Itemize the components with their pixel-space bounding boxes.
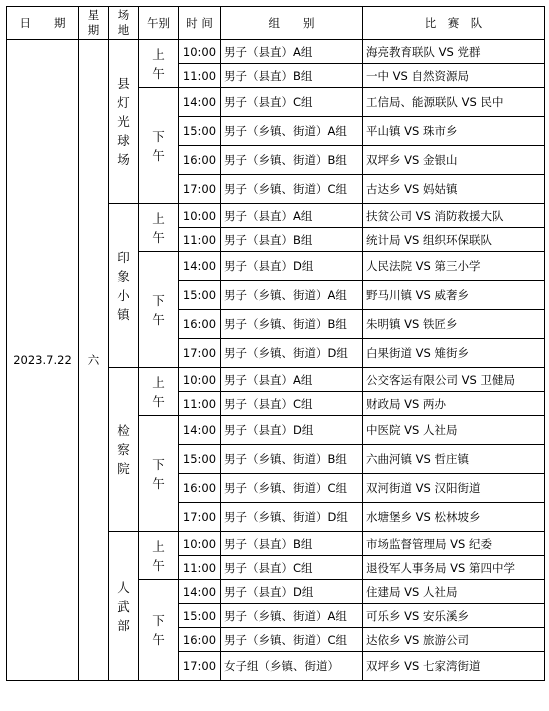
group-cell: 男子（县直）C组	[221, 392, 363, 416]
group-cell: 男子（县直）D组	[221, 252, 363, 281]
period-char: 午	[152, 475, 165, 491]
teams-cell: 双河街道 VS 汉阳街道	[363, 474, 545, 503]
time-cell: 10:00	[179, 368, 221, 392]
period-cell	[139, 532, 179, 580]
period-cell	[139, 40, 179, 88]
period-char: 下	[152, 613, 165, 628]
time-cell: 16:00	[179, 310, 221, 339]
time-cell: 17:00	[179, 652, 221, 681]
teams-cell: 平山镇 VS 珠市乡	[363, 117, 545, 146]
period-char: 午	[152, 65, 165, 81]
teams-cell: 六曲河镇 VS 哲庄镇	[363, 445, 545, 474]
venue-name-char: 察	[117, 442, 130, 457]
time-cell: 17:00	[179, 339, 221, 368]
group-cell: 男子（乡镇、街道）D组	[221, 339, 363, 368]
teams-cell: 朱明镇 VS 铁匠乡	[363, 310, 545, 339]
header-time: 时 间	[179, 7, 221, 40]
teams-cell: 住建局 VS 人社局	[363, 580, 545, 604]
teams-cell: 公交客运有限公司 VS 卫健局	[363, 368, 545, 392]
group-cell: 男子（县直）B组	[221, 64, 363, 88]
time-cell: 11:00	[179, 64, 221, 88]
teams-cell: 人民法院 VS 第三小学	[363, 252, 545, 281]
period-cell	[139, 368, 179, 416]
time-cell: 14:00	[179, 416, 221, 445]
period-char: 午	[152, 147, 165, 163]
header-date: 日 期	[7, 7, 79, 40]
group-cell: 男子（乡镇、街道）A组	[221, 281, 363, 310]
period-char: 午	[152, 557, 165, 573]
period-char: 下	[152, 456, 165, 472]
teams-cell: 水塘堡乡 VS 松林坡乡	[363, 503, 545, 532]
period-char: 午	[152, 393, 165, 409]
group-cell: 男子（县直）B组	[221, 532, 363, 556]
teams-cell: 中医院 VS 人社局	[363, 416, 545, 445]
group-cell: 男子（县直）D组	[221, 580, 363, 604]
period-char: 下	[152, 128, 165, 144]
date-cell: 2023.7.22	[7, 40, 79, 681]
header-period: 午别	[139, 7, 179, 40]
header-row	[7, 7, 545, 40]
venue-name-char: 场	[117, 152, 130, 167]
period-char: 午	[152, 632, 165, 647]
time-cell: 11:00	[179, 556, 221, 580]
time-cell: 16:00	[179, 474, 221, 503]
teams-cell: 工信局、能源联队 VS 民中	[363, 88, 545, 117]
venue-cell	[109, 40, 139, 204]
teams-cell: 双坪乡 VS 七家湾街道	[363, 652, 545, 681]
venue-name-char: 院	[117, 461, 130, 476]
schedule-body	[7, 40, 545, 681]
time-cell: 10:00	[179, 40, 221, 64]
teams-cell: 退役军人事务局 VS 第四中学	[363, 556, 545, 580]
group-cell: 男子（乡镇、街道）B组	[221, 146, 363, 175]
time-cell: 15:00	[179, 117, 221, 146]
teams-cell: 双坪乡 VS 金银山	[363, 146, 545, 175]
teams-cell: 达依乡 VS 旅游公司	[363, 628, 545, 652]
time-cell: 10:00	[179, 532, 221, 556]
time-cell: 11:00	[179, 228, 221, 252]
group-cell: 男子（乡镇、街道）D组	[221, 503, 363, 532]
group-cell: 男子（县直）C组	[221, 88, 363, 117]
teams-cell: 市场监督管理局 VS 纪委	[363, 532, 545, 556]
time-cell: 11:00	[179, 392, 221, 416]
group-cell: 男子（乡镇、街道）C组	[221, 474, 363, 503]
period-char: 上	[152, 210, 165, 226]
period-cell	[139, 416, 179, 532]
time-cell: 15:00	[179, 445, 221, 474]
period-char: 午	[152, 229, 165, 245]
time-cell: 16:00	[179, 628, 221, 652]
teams-cell: 可乐乡 VS 安乐溪乡	[363, 604, 545, 628]
period-char: 下	[152, 292, 165, 308]
period-char: 上	[152, 374, 165, 390]
venue-name-char: 人	[117, 579, 130, 595]
period-char: 上	[152, 538, 165, 554]
venue-cell	[109, 204, 139, 368]
venue-name-char: 印	[117, 249, 130, 265]
teams-cell: 统计局 VS 组织环保联队	[363, 228, 545, 252]
venue-name-char: 象	[117, 268, 130, 284]
teams-cell: 古达乡 VS 妈姑镇	[363, 175, 545, 204]
period-char: 午	[152, 311, 165, 327]
group-cell: 男子（乡镇、街道）A组	[221, 117, 363, 146]
teams-cell: 财政局 VS 两办	[363, 392, 545, 416]
schedule-table	[6, 6, 545, 681]
period-cell	[139, 252, 179, 368]
group-cell: 男子（县直）A组	[221, 204, 363, 228]
time-cell: 14:00	[179, 88, 221, 117]
time-cell: 15:00	[179, 281, 221, 310]
venue-name-char: 小	[117, 287, 130, 303]
group-cell: 女子组（乡镇、街道）	[221, 652, 363, 681]
header-teams: 比 赛 队	[363, 7, 545, 40]
time-cell: 15:00	[179, 604, 221, 628]
time-cell: 14:00	[179, 580, 221, 604]
group-cell: 男子（县直）A组	[221, 368, 363, 392]
venue-name-char: 球	[117, 133, 130, 148]
venue-name-char: 光	[117, 114, 130, 129]
group-cell: 男子（乡镇、街道）C组	[221, 628, 363, 652]
group-cell: 男子（乡镇、街道）C组	[221, 175, 363, 204]
venue-name-char: 武	[117, 598, 130, 614]
teams-cell: 海亮教育联队 VS 党群	[363, 40, 545, 64]
time-cell: 17:00	[179, 503, 221, 532]
teams-cell: 扶贫公司 VS 消防救援大队	[363, 204, 545, 228]
time-cell: 16:00	[179, 146, 221, 175]
venue-name-char: 县	[117, 76, 130, 91]
group-cell: 男子（乡镇、街道）B组	[221, 445, 363, 474]
group-cell: 男子（县直）B组	[221, 228, 363, 252]
teams-cell: 白果街道 VS 雉街乡	[363, 339, 545, 368]
venue-name-char: 镇	[117, 306, 130, 322]
teams-cell: 一中 VS 自然资源局	[363, 64, 545, 88]
schedule-row	[7, 40, 545, 64]
period-cell	[139, 580, 179, 681]
time-cell: 17:00	[179, 175, 221, 204]
header-weekday: 星 期	[79, 7, 109, 40]
teams-cell: 野马川镇 VS 威奢乡	[363, 281, 545, 310]
time-cell: 10:00	[179, 204, 221, 228]
weekday-cell: 六	[79, 40, 109, 681]
venue-name-char: 检	[117, 423, 130, 438]
period-char: 上	[152, 46, 165, 62]
venue-cell	[109, 368, 139, 532]
time-cell: 14:00	[179, 252, 221, 281]
header-venue: 场 地	[109, 7, 139, 40]
venue-name-char: 部	[117, 617, 130, 633]
group-cell: 男子（乡镇、街道）B组	[221, 310, 363, 339]
venue-cell	[109, 532, 139, 681]
venue-name-char: 灯	[117, 95, 130, 110]
group-cell: 男子（县直）A组	[221, 40, 363, 64]
group-cell: 男子（县直）D组	[221, 416, 363, 445]
group-cell: 男子（县直）C组	[221, 556, 363, 580]
header-group: 组 别	[221, 7, 363, 40]
group-cell: 男子（乡镇、街道）A组	[221, 604, 363, 628]
period-cell	[139, 204, 179, 252]
period-cell	[139, 88, 179, 204]
